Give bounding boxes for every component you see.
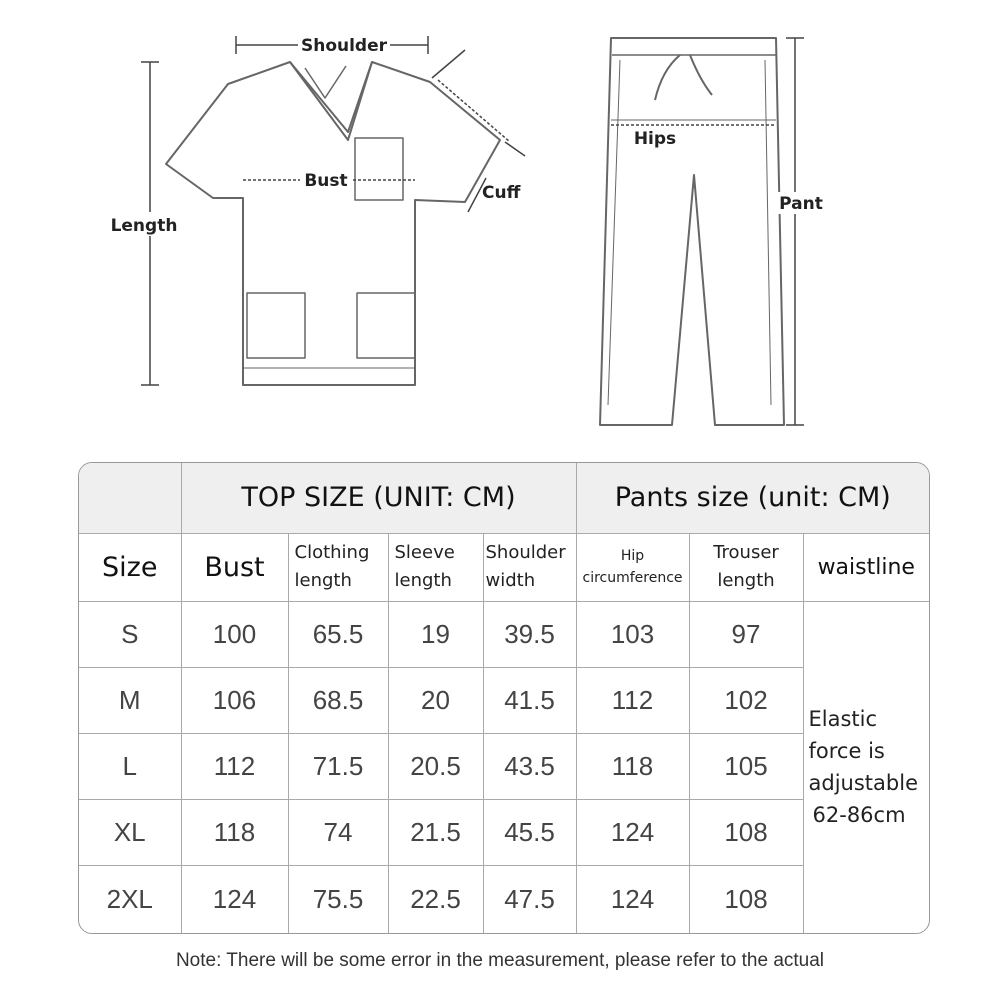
table-row [79,865,929,933]
sleeve-length-cell: 19 [388,601,483,667]
bust-cell: 118 [181,799,288,865]
size-diagram [0,0,1000,450]
pant-label: Pant [779,194,823,214]
shoulder-width-cell: 39.5 [483,601,576,667]
table-row [79,601,929,667]
header-bust: Bust [181,533,288,601]
trouser-length-cell: 105 [689,733,803,799]
trouser-length-cell: 108 [689,865,803,933]
clothing-length-cell: 75.5 [288,865,388,933]
size-cell: XL [79,799,181,865]
header-size: Size [79,533,181,601]
size-cell: L [79,733,181,799]
bust-cell: 124 [181,865,288,933]
cuff-label: Cuff [482,183,521,203]
size-cell: M [79,667,181,733]
bust-cell: 112 [181,733,288,799]
length-label: Length [110,216,178,236]
shoulder-width-cell: 47.5 [483,865,576,933]
pants-size-heading: Pants size (unit: CM) [576,463,929,533]
size-cell: S [79,601,181,667]
measurement-note: Note: There will be some error in the measurement, please refer to the actual [175,950,825,971]
sleeve-length-cell: 20.5 [388,733,483,799]
header-sleeve-length: Sleeve length [388,533,483,601]
waistline-note-cell: Elastic force is adjustable 62-86cm [803,601,929,933]
hip-cell: 112 [576,667,689,733]
clothing-length-cell: 68.5 [288,667,388,733]
header-trouser-length: Trouser length [689,533,803,601]
clothing-length-cell: 74 [288,799,388,865]
bust-cell: 106 [181,667,288,733]
header-hip-circumference: Hip circumference [576,533,689,601]
trouser-length-cell: 108 [689,799,803,865]
sleeve-measure [432,50,525,156]
hip-cell: 118 [576,733,689,799]
pants-drawing [600,38,784,425]
shirt-drawing [166,62,500,385]
clothing-length-cell: 65.5 [288,601,388,667]
sleeve-length-cell: 21.5 [388,799,483,865]
clothing-length-cell: 71.5 [288,733,388,799]
trouser-length-cell: 102 [689,667,803,733]
top-size-heading: TOP SIZE (UNIT: CM) [181,463,576,533]
bust-cell: 100 [181,601,288,667]
header-waistline: waistline [803,533,929,601]
table-row [79,733,929,799]
shoulder-width-cell: 41.5 [483,667,576,733]
size-table [78,462,930,934]
hip-cell: 124 [576,865,689,933]
hip-cell: 124 [576,799,689,865]
table-row [79,799,929,865]
corner-cell [79,463,181,533]
hip-cell: 103 [576,601,689,667]
bust-label: Bust [304,171,348,191]
header-shoulder-width: Shoulder width [483,533,576,601]
hips-label: Hips [633,129,677,149]
pant-measure [786,38,804,425]
sleeve-length-cell: 22.5 [388,865,483,933]
shoulder-width-cell: 45.5 [483,799,576,865]
shoulder-label: Shoulder [300,36,388,56]
sleeve-length-cell: 20 [388,667,483,733]
shoulder-width-cell: 43.5 [483,733,576,799]
size-cell: 2XL [79,865,181,933]
table-row [79,667,929,733]
header-clothing-length: Clothing length [288,533,388,601]
trouser-length-cell: 97 [689,601,803,667]
